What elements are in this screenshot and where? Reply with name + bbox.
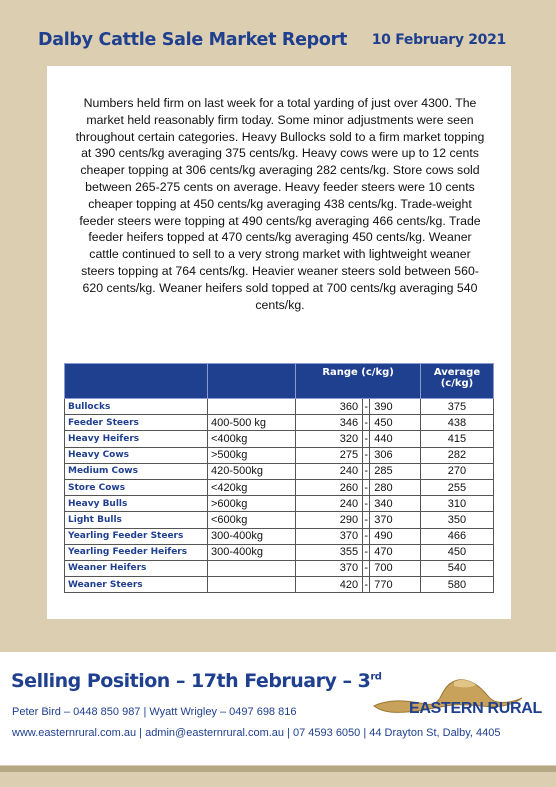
row-weight: >500kg — [208, 447, 296, 463]
row-category: Heavy Cows — [65, 447, 208, 463]
table-row — [65, 399, 494, 415]
row-range-low: 370 — [296, 560, 363, 576]
row-range-dash: - — [363, 447, 370, 463]
agent-contacts: Peter Bird – 0448 850 987 | Wyatt Wrigley – 0497 698 816 — [12, 706, 297, 718]
table-row — [65, 496, 494, 512]
row-weight — [208, 577, 296, 593]
header-average: Average (c/kg) — [420, 364, 493, 399]
table-row — [65, 431, 494, 447]
row-average: 466 — [420, 528, 493, 544]
row-range-low: 320 — [296, 431, 363, 447]
table-row — [65, 479, 494, 495]
row-range-high: 770 — [370, 577, 421, 593]
row-range-dash: - — [363, 560, 370, 576]
row-range-low: 346 — [296, 415, 363, 431]
row-weight: <600kg — [208, 512, 296, 528]
row-range-low: 240 — [296, 463, 363, 479]
row-range-high: 390 — [370, 399, 421, 415]
row-average: 375 — [420, 399, 493, 415]
row-weight: 300-400kg — [208, 544, 296, 560]
market-summary: Numbers held firm on last week for a total yarding of just over 4300. The market held reasonably firm today. Some minor adjustments were seen throughout certain categories. Heavy Bullocks sold to a firm market topping at 390 cents/kg averaging 375 cents/kg. Heavy cows were up to 12 cents cheaper topping at 306 cents/kg averaging 282 cents/kg. Store cows sold between 265-275 cents on average. Heavy feeder steers were 10 cents cheaper topping at 450 cents/kg averaging 438 cents/kg. Trade-weight feeder steers were topping at 490 cents/kg averaging 466 cents/kg. Trade feeder heifers topped at 470 cents/kg averaging 450 cents/kg. Weaner cattle continued to sell to a very strong market with lightweight weaner steers topping at 764 cents/kg. Heavier weaner steers sold between 560-620 cents/kg. Weaner heifers sold topped at 700 cents/kg averaging 540 cents/kg. — [75, 96, 485, 312]
row-range-dash: - — [363, 544, 370, 560]
row-average: 580 — [420, 577, 493, 593]
table-row — [65, 463, 494, 479]
selling-position-text: Selling Position – 17th February – 3 — [11, 670, 371, 692]
table-row — [65, 447, 494, 463]
row-range-low: 240 — [296, 496, 363, 512]
row-range-high: 490 — [370, 528, 421, 544]
row-range-dash: - — [363, 528, 370, 544]
row-category: Light Bulls — [65, 512, 208, 528]
row-range-low: 360 — [296, 399, 363, 415]
row-range-low: 420 — [296, 577, 363, 593]
row-weight: <420kg — [208, 479, 296, 495]
report-date: 10 February 2021 — [371, 32, 506, 48]
row-category: Feeder Steers — [65, 415, 208, 431]
table-row — [65, 544, 494, 560]
row-average: 350 — [420, 512, 493, 528]
row-category: Medium Cows — [65, 463, 208, 479]
row-average: 415 — [420, 431, 493, 447]
row-average: 450 — [420, 544, 493, 560]
table-header-row — [65, 364, 494, 399]
row-range-dash: - — [363, 512, 370, 528]
row-range-low: 260 — [296, 479, 363, 495]
contact-line: www.easternrural.com.au | admin@easternrural.com.au | 07 4593 6050 | 44 Drayton St, Dalby, 4405 — [12, 727, 501, 739]
bottom-band — [0, 766, 556, 772]
row-average: 310 — [420, 496, 493, 512]
row-range-high: 280 — [370, 479, 421, 495]
table-row — [65, 415, 494, 431]
table-row — [65, 528, 494, 544]
table-row — [65, 512, 494, 528]
header-range: Range (c/kg) — [296, 364, 421, 399]
row-weight: 420-500kg — [208, 463, 296, 479]
row-range-dash: - — [363, 577, 370, 593]
row-weight: <400kg — [208, 431, 296, 447]
footer — [0, 652, 556, 765]
row-range-low: 275 — [296, 447, 363, 463]
row-average: 255 — [420, 479, 493, 495]
header-category — [65, 364, 208, 399]
row-range-high: 440 — [370, 431, 421, 447]
row-range-high: 450 — [370, 415, 421, 431]
report-header — [38, 30, 506, 56]
row-category: Heavy Heifers — [65, 431, 208, 447]
row-weight: 400-500 kg — [208, 415, 296, 431]
table-body — [65, 399, 494, 593]
row-range-high: 340 — [370, 496, 421, 512]
row-range-low: 290 — [296, 512, 363, 528]
row-category: Weaner Heifers — [65, 560, 208, 576]
row-range-dash: - — [363, 479, 370, 495]
row-category: Store Cows — [65, 479, 208, 495]
selling-position — [11, 670, 381, 692]
row-average: 540 — [420, 560, 493, 576]
row-range-high: 306 — [370, 447, 421, 463]
row-weight: 300-400kg — [208, 528, 296, 544]
row-range-dash: - — [363, 463, 370, 479]
row-range-high: 285 — [370, 463, 421, 479]
row-range-high: 470 — [370, 544, 421, 560]
row-weight — [208, 399, 296, 415]
row-category: Weaner Steers — [65, 577, 208, 593]
row-weight — [208, 560, 296, 576]
logo-text: EASTERN RURAL — [409, 700, 542, 717]
row-category: Heavy Bulls — [65, 496, 208, 512]
row-range-dash: - — [363, 496, 370, 512]
row-category: Yearling Feeder Heifers — [65, 544, 208, 560]
row-category: Bullocks — [65, 399, 208, 415]
row-average: 270 — [420, 463, 493, 479]
row-average: 282 — [420, 447, 493, 463]
row-range-high: 700 — [370, 560, 421, 576]
row-weight: >600kg — [208, 496, 296, 512]
selling-position-suffix: rd — [370, 671, 382, 683]
row-range-dash: - — [363, 431, 370, 447]
row-range-dash: - — [363, 399, 370, 415]
row-range-low: 370 — [296, 528, 363, 544]
table-row — [65, 577, 494, 593]
row-range-dash: - — [363, 415, 370, 431]
row-average: 438 — [420, 415, 493, 431]
row-category: Yearling Feeder Steers — [65, 528, 208, 544]
price-table — [64, 363, 494, 593]
row-range-high: 370 — [370, 512, 421, 528]
row-range-low: 355 — [296, 544, 363, 560]
table-row — [65, 560, 494, 576]
header-weight — [208, 364, 296, 399]
report-title: Dalby Cattle Sale Market Report — [38, 30, 348, 50]
